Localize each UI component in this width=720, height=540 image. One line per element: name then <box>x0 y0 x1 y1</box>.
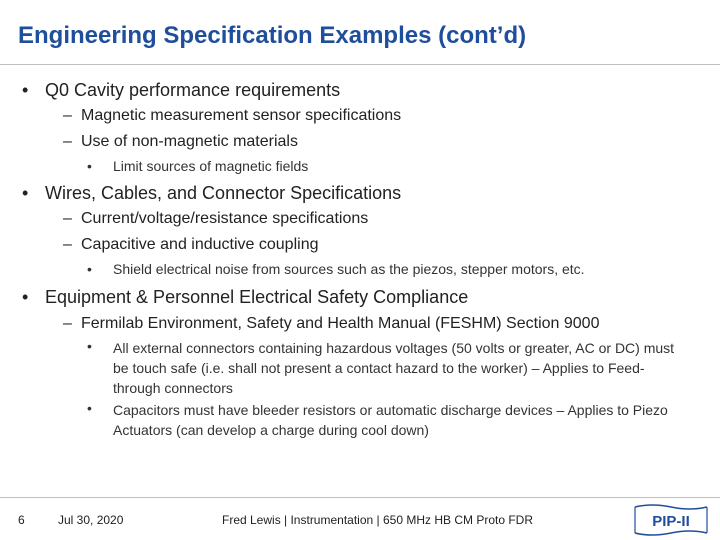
footer-divider <box>0 497 720 498</box>
dash-mark: – <box>63 236 72 253</box>
bullet-mark: • <box>22 183 29 203</box>
dash-mark: – <box>63 210 72 227</box>
dash-mark: – <box>63 133 72 150</box>
bullet-mark: • <box>87 400 92 416</box>
pip-ii-logo <box>632 503 710 537</box>
section-heading: Equipment & Personnel Electrical Safety Compliance <box>45 287 469 307</box>
detail-text: Capacitors must have bleeder resistors or automatic discharge devices – Applies to Piezo Actuators (can develop a charge during cool down) <box>113 402 668 438</box>
detail-text: Shield electrical noise from sources such as the piezos, stepper motors, etc. <box>113 261 585 277</box>
detail-text: All external connectors containing hazardous voltages (50 volts or greater, AC or DC) must be touch safe (i.e. shall not present a contact hazard to the worker) – Applies to Feed-through connectors <box>113 340 675 396</box>
bullet-mark: • <box>87 338 92 354</box>
detail-text: Limit sources of magnetic fields <box>113 158 309 174</box>
footer-date: Jul 30, 2020 <box>58 513 124 527</box>
slide-title: Engineering Specification Examples (cont’d) <box>18 22 527 49</box>
subitem-text: Fermilab Environment, Safety and Health Manual (FESHM) Section 9000 <box>81 315 600 332</box>
dash-mark: – <box>63 107 72 124</box>
subitem-text: Capacitive and inductive coupling <box>81 236 319 253</box>
subitem-text: Use of non-magnetic materials <box>81 133 298 150</box>
bullet-mark: • <box>22 287 29 307</box>
bullet-mark: • <box>22 80 29 100</box>
section-heading: Q0 Cavity performance requirements <box>45 80 341 100</box>
subitem-text: Current/voltage/resistance specifications <box>81 210 369 227</box>
footer-presenter: Fred Lewis | Instrumentation | 650 MHz HB CM Proto FDR <box>222 513 533 527</box>
page-number: 6 <box>18 513 25 527</box>
bullet-mark: • <box>87 158 92 174</box>
section-heading: Wires, Cables, and Connector Specifications <box>45 183 402 203</box>
bullet-mark: • <box>87 261 92 277</box>
subitem-text: Magnetic measurement sensor specifications <box>81 107 402 124</box>
dash-mark: – <box>63 315 72 332</box>
logo-text: PIP-II <box>652 513 690 530</box>
title-divider <box>0 64 720 65</box>
